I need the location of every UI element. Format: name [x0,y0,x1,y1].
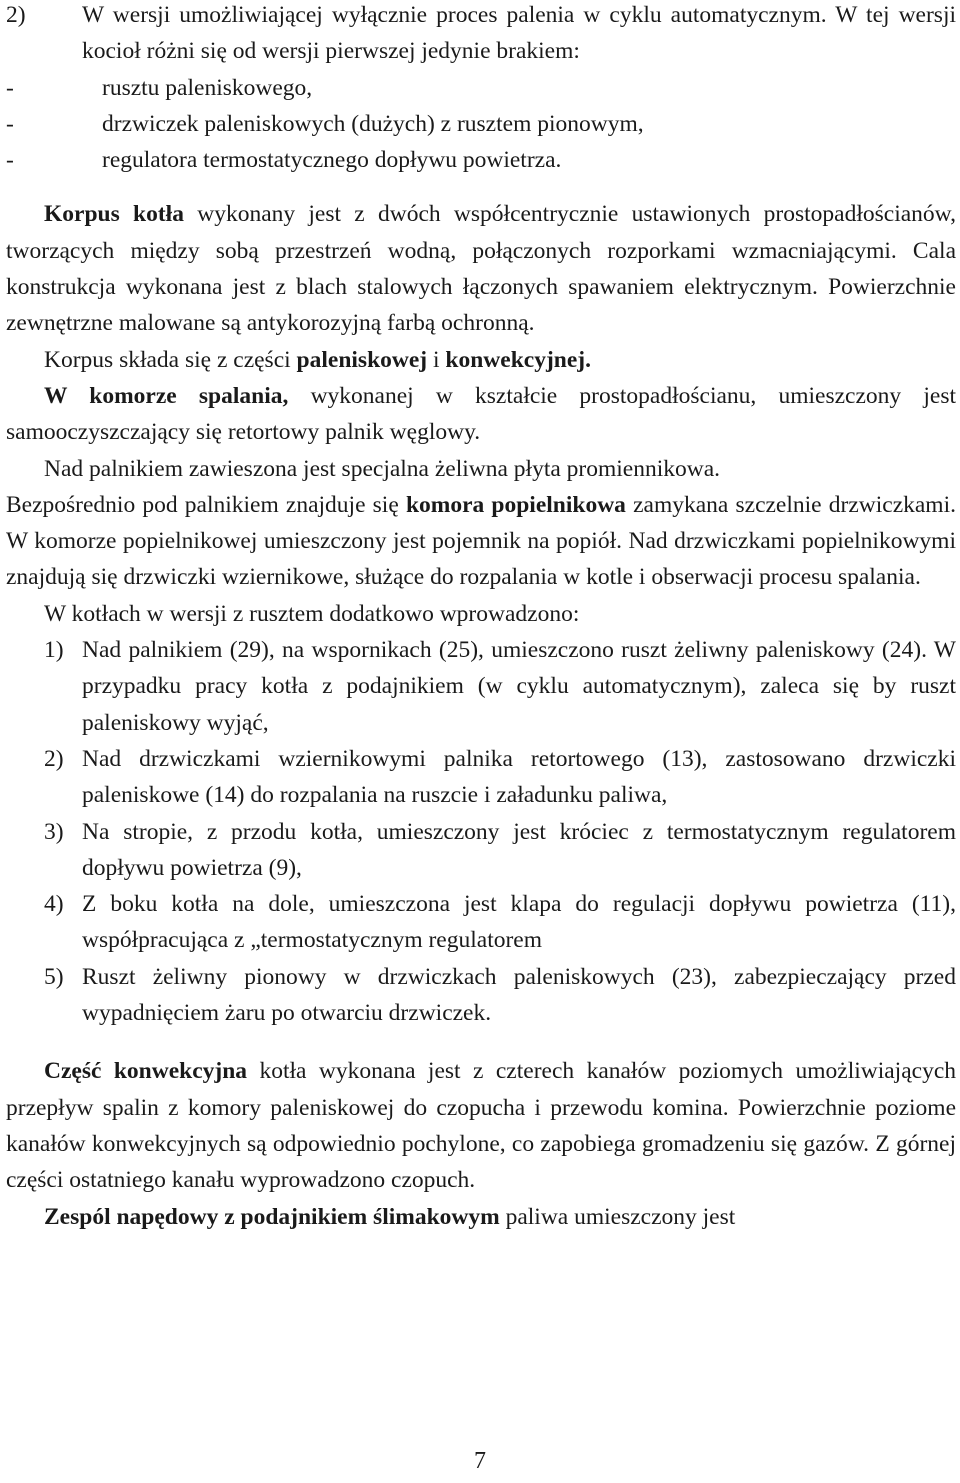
spacer [6,178,956,196]
korpus-paragraph [6,196,956,341]
korpus-text: wykonany jest z dwóch współcentrycznie ustawionych prostopadłościanów, tworzących między sobą przestrzeń wodną, połączonych rozporkami wzmacniającymi. Cala konstrukcja wykonana jest z blach stalowych łączonych spawaniem elektrycznym. Powierzchnie zewnętrzne malowane są antykorozyjną farbą ochronną. [6,201,957,337]
list-number: 4) [44,891,64,918]
intro-list-item [6,0,956,70]
konwekcyjna-heading: Część konwekcyjna [44,1058,248,1085]
lack-item-1 [6,70,956,106]
lack-item-2 [6,106,956,142]
zespol-heading: Zespól napędowy z podajnikiem ślimakowym [44,1203,500,1230]
list-number: 2) [6,2,26,28]
list-number: 1) [44,637,64,664]
komora-text: wykonanej w kształcie prostopadłościanu, umieszczony jest samooczyszczający się retortowy palnik węglowy. [6,382,956,446]
komora-paragraph [6,378,956,451]
lack-item-3 [6,142,956,178]
ruszt-intro: W kotłach w wersji z rusztem dodatkowo wprowadzono: [44,600,580,627]
sklada-paragraph [6,342,956,378]
spacer [6,1031,956,1053]
sklada-mid: i [427,346,446,373]
ruszt-item-3 [6,814,956,887]
list-text: Na stropie, z przodu kotła, umieszczony jest króciec z termostatycznym regulatorem dopływu powietrza (9), [82,818,956,881]
page-number: 7 [474,1448,486,1474]
list-text: Z boku kotła na dole, umieszczona jest klapa do regulacji dopływu powietrza (11), współpracująca z „termostatycznym regulatorem [82,891,956,954]
list-number: 5) [44,963,64,990]
lack-text: drzwiczek paleniskowych (dużych) z rusztem pionowym, [102,110,644,137]
zespol-text: paliwa umieszczony jest [499,1203,736,1230]
popielnik-pre: Bezpośrednio pod palnikiem znajduje się [6,491,406,518]
ruszt-item-4 [6,886,956,959]
korpus-heading: Korpus kotła [44,201,184,228]
list-text: W wersji umożliwiającej wyłącznie proces palenia w cyklu automatycznym. W tej wersji kocioł różni się od wersji pierwszej jedynie brakiem: [82,2,956,65]
list-number: 2) [44,745,64,772]
sklada-bold-konwekcyjna: konwekcyjnej. [445,346,591,373]
popielnik-text: zamykana szczelnie drzwiczkami. W komorze popielnikowej umieszczony jest pojemnik na popiół. Nad drzwiczkami popielnikowymi znajdują się drzwiczki wziernikowe, służące do rozpalania w kotle i obserwacji procesu spalania. [6,491,956,591]
list-text: Ruszt żeliwny pionowy w drzwiczkach paleniskowych (23), zabezpieczający przed wypadnięciem żaru po otwarciu drzwiczek. [82,963,956,1027]
list-text: Nad palnikiem (29), na wspornikach (25), umieszczono ruszt żeliwny paleniskowy (24). W przypadku pracy kotła z podajnikiem (w cyklu automatycznym), zaleca się by ruszt paleniskowy wyjąć, [82,637,956,736]
ruszt-item-2 [6,741,956,814]
document-page [6,0,956,1235]
lack-text: rusztu paleniskowego, [102,74,313,101]
ruszt-item-1 [6,632,956,741]
popielnik-paragraph [6,487,956,596]
sklada-pre: Korpus składa się z części [44,346,297,373]
konwekcyjna-paragraph [6,1053,956,1198]
list-text: Nad drzwiczkami wziernikowymi palnika retortowego (13), zastosowano drzwiczki paleniskowe (14) do rozpalania na ruszcie i załadunku paliwa, [82,745,956,809]
popielnik-heading: komora popielnikowa [405,491,626,518]
lack-text: regulatora termostatycznego dopływu powietrza. [102,147,562,174]
zespol-paragraph [6,1199,956,1235]
ruszt-item-5 [6,959,956,1032]
list-number: 3) [44,818,64,845]
dash-marker: - [6,147,14,174]
konwekcyjna-text: kotła wykonana jest z czterech kanałów poziomych umożliwiających przepływ spalin z komory paleniskowej do czopucha i przewodu komina. Powierzchnie poziome kanałów konwekcyjnych są odpowiednio pochylone, co zapobiega gromadzeniu się gazów. Z górnej części ostatniego kanału wyprowadzono czopuch. [6,1058,957,1194]
sklada-bold-paleniskowa: paleniskowej [296,346,428,373]
dash-marker: - [6,74,14,101]
plyta-paragraph: Nad palnikiem zawieszona jest specjalna żeliwna płyta promiennikowa. [44,455,721,482]
komora-heading: W komorze spalania, [44,382,289,409]
dash-marker: - [6,110,14,137]
